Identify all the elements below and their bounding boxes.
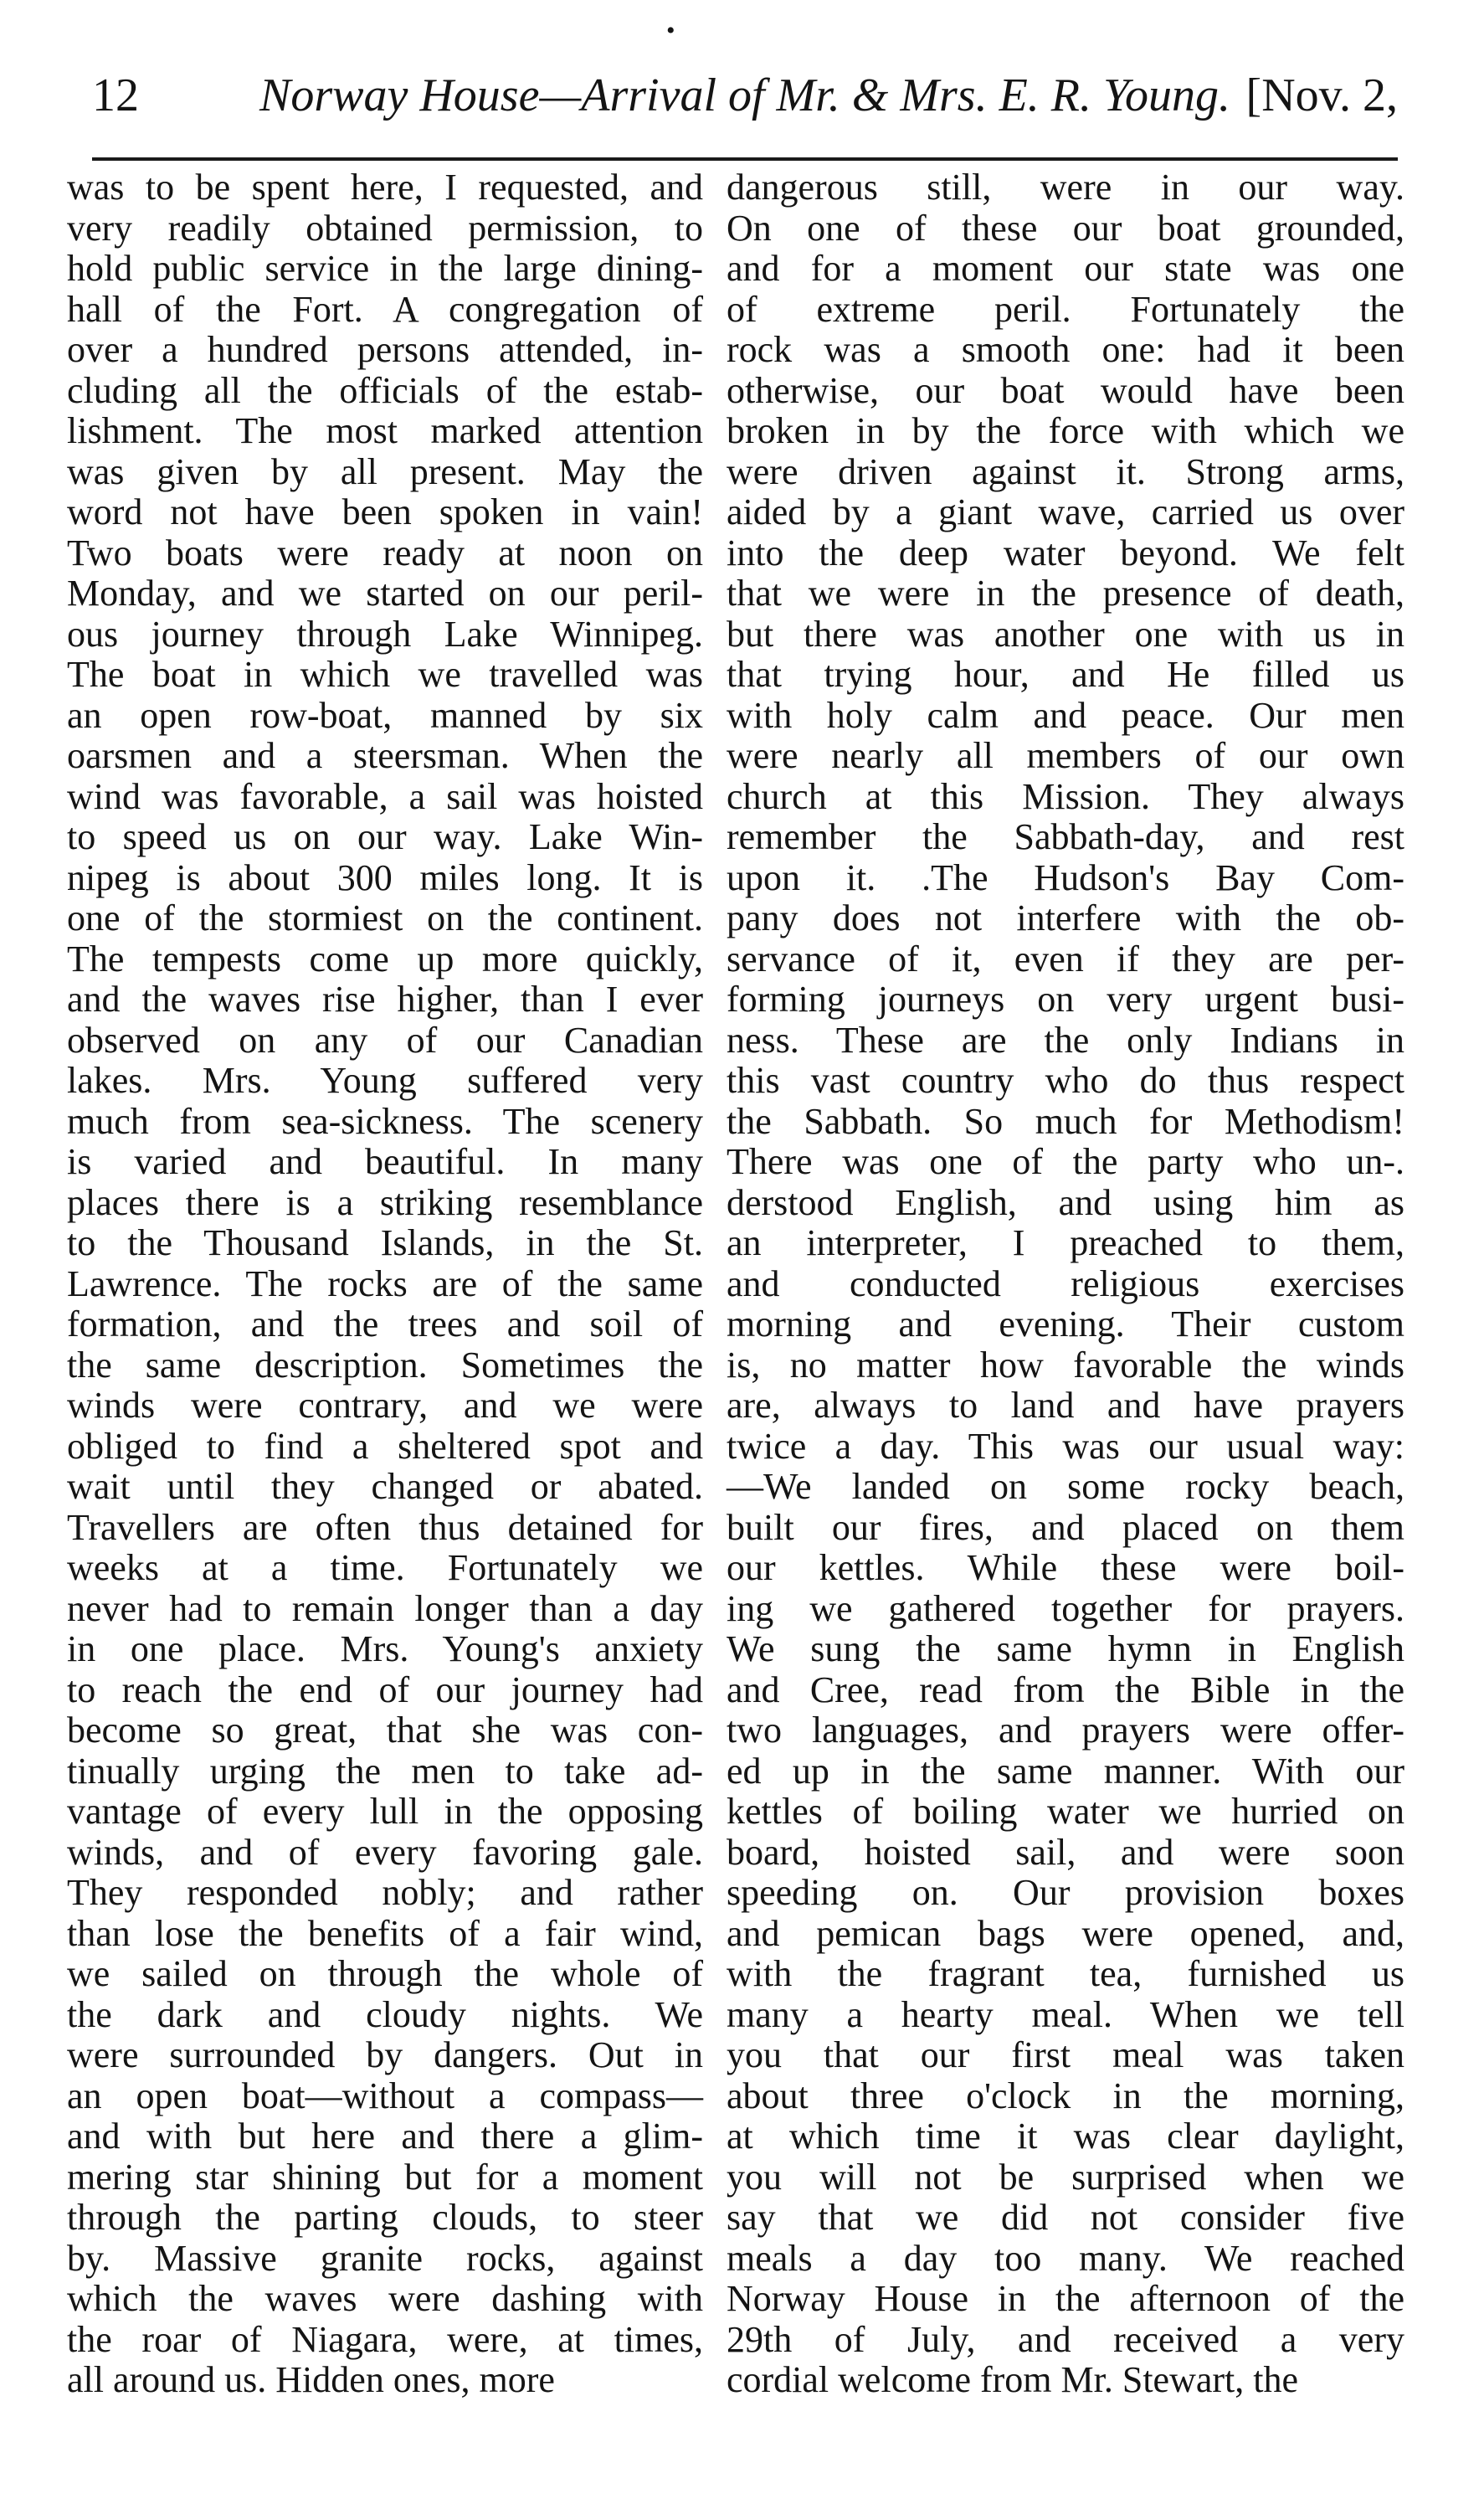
left-column-line: which the waves were dashing with bbox=[67, 2278, 703, 2319]
right-column-line: meals a day too many. We reached bbox=[727, 2237, 1404, 2279]
right-column-line: two languages, and prayers were offer- bbox=[727, 1710, 1404, 1751]
right-column-line: board, hoisted sail, and were soon bbox=[727, 1831, 1404, 1873]
left-column-line: oarsmen and a steersman. When the bbox=[67, 735, 703, 776]
right-column-line: speeding on. Our provision boxes bbox=[727, 1872, 1404, 1913]
right-column-line: and pemican bags were opened, and, bbox=[727, 1912, 1404, 1954]
header-rule bbox=[92, 157, 1398, 161]
left-column-line: over a hundred persons attended, in- bbox=[67, 329, 703, 370]
left-column-line: hall of the Fort. A congregation of bbox=[67, 288, 703, 330]
right-column-line: about three o'clock in the morning, bbox=[727, 2075, 1404, 2116]
left-column-line: much from sea-sickness. The scenery bbox=[67, 1100, 703, 1142]
right-column-line: built our fires, and placed on them bbox=[727, 1506, 1404, 1548]
left-column-line: cluding all the officials of the estab- bbox=[67, 369, 703, 411]
right-column-line: is, no matter how favorable the winds bbox=[727, 1344, 1404, 1386]
left-column-line: vantage of every lull in the opposing bbox=[67, 1791, 703, 1832]
right-column-line: 29th of July, and received a very bbox=[727, 2318, 1404, 2360]
left-column-line: to the Thousand Islands, in the St. bbox=[67, 1222, 703, 1263]
right-column-line: church at this Mission. They always bbox=[727, 775, 1404, 817]
left-column-line: is varied and beautiful. In many bbox=[67, 1141, 703, 1182]
right-column bbox=[727, 167, 1404, 2401]
right-column-line: servance of it, even if they are per- bbox=[727, 938, 1404, 979]
right-column-line: morning and evening. Their custom bbox=[727, 1303, 1404, 1345]
right-column-line: upon it. .The Hudson's Bay Com- bbox=[727, 856, 1404, 898]
left-column-line: to reach the end of our journey had bbox=[67, 1668, 703, 1710]
left-column-line: formation, and the trees and soil of bbox=[67, 1303, 703, 1345]
right-column-line: —We landed on some rocky beach, bbox=[727, 1466, 1404, 1507]
left-column-line: were surrounded by dangers. Out in bbox=[67, 2034, 703, 2075]
left-column-line: become so great, that she was con- bbox=[67, 1710, 703, 1751]
right-column-line: into the deep water beyond. We felt bbox=[727, 532, 1404, 573]
left-column-line: obliged to find a sheltered spot and bbox=[67, 1425, 703, 1467]
left-column-line: an open row-boat, manned by six bbox=[67, 694, 703, 736]
right-column-line: cordial welcome from Mr. Stewart, the bbox=[727, 2359, 1299, 2400]
right-column-line: at which time it was clear daylight, bbox=[727, 2116, 1404, 2157]
right-column-line: kettles of boiling water we hurried on bbox=[727, 1791, 1404, 1832]
right-column-line: our kettles. While these were boil- bbox=[727, 1547, 1404, 1588]
right-column-line: derstood English, and using him as bbox=[727, 1181, 1404, 1223]
left-column-line: winds, and of every favoring gale. bbox=[67, 1831, 703, 1873]
right-column-line: otherwise, our boat would have been bbox=[727, 369, 1404, 411]
right-column-line: Norway House in the afternoon of the bbox=[727, 2278, 1404, 2319]
right-column-line: but there was another one with us in bbox=[727, 613, 1404, 655]
left-column-line: Two boats were ready at noon on bbox=[67, 532, 703, 573]
right-column-line: with holy calm and peace. Our men bbox=[727, 694, 1404, 736]
left-column bbox=[67, 167, 703, 2401]
page-number: 12 bbox=[92, 69, 139, 121]
left-column-line: mering star shining but for a moment bbox=[67, 2156, 703, 2198]
left-column-line: we sailed on through the whole of bbox=[67, 1953, 703, 1994]
right-column-line: and conducted religious exercises bbox=[727, 1262, 1404, 1304]
right-column-line: There was one of the party who un-. bbox=[727, 1141, 1404, 1182]
left-column-line: an open boat—without a compass— bbox=[67, 2075, 703, 2116]
right-column-line: that we were in the presence of death, bbox=[727, 573, 1404, 614]
right-column-line: an interpreter, I preached to them, bbox=[727, 1222, 1404, 1263]
top-mark: • bbox=[666, 17, 675, 44]
running-head: Norway House—Arrival of Mr. & Mrs. E. R. Young. bbox=[259, 69, 1231, 121]
left-column-line: lishment. The most marked attention bbox=[67, 410, 703, 451]
right-column-line: pany does not interfere with the ob- bbox=[727, 897, 1404, 938]
right-column-line: On one of these our boat grounded, bbox=[727, 207, 1404, 249]
left-column-line: lakes. Mrs. Young suffered very bbox=[67, 1060, 703, 1101]
right-column-line: of extreme peril. Fortunately the bbox=[727, 288, 1404, 330]
left-column-line: in one place. Mrs. Young's anxiety bbox=[67, 1628, 703, 1669]
left-column-line: the same description. Sometimes the bbox=[67, 1344, 703, 1386]
right-column-line: the Sabbath. So much for Methodism! bbox=[727, 1100, 1404, 1142]
left-column-line: They responded nobly; and rather bbox=[67, 1872, 703, 1913]
left-column-line: weeks at a time. Fortunately we bbox=[67, 1547, 703, 1588]
left-column-line: nipeg is about 300 miles long. It is bbox=[67, 856, 703, 898]
right-column-line: twice a day. This was our usual way: bbox=[727, 1425, 1404, 1467]
left-column-line: hold public service in the large dining- bbox=[67, 248, 703, 289]
right-column-line: this vast country who do thus respect bbox=[727, 1060, 1404, 1101]
left-column-line: was to be spent here, I requested, and bbox=[67, 167, 703, 208]
left-column-line: Lawrence. The rocks are of the same bbox=[67, 1262, 703, 1304]
right-column-line: many a hearty meal. When we tell bbox=[727, 1993, 1404, 2035]
right-column-line: and Cree, read from the Bible in the bbox=[727, 1668, 1404, 1710]
right-column-line: were driven against it. Strong arms, bbox=[727, 450, 1404, 492]
right-column-line: are, always to land and have prayers bbox=[727, 1385, 1404, 1426]
left-column-line: Monday, and we started on our peril- bbox=[67, 573, 703, 614]
right-column-line: and for a moment our state was one bbox=[727, 248, 1404, 289]
right-column-line: with the fragrant tea, furnished us bbox=[727, 1953, 1404, 1994]
right-column-line: aided by a giant wave, carried us over bbox=[727, 491, 1404, 532]
left-column-line: very readily obtained permission, to bbox=[67, 207, 703, 249]
left-column-line: the dark and cloudy nights. We bbox=[67, 1993, 703, 2035]
page-header bbox=[92, 62, 1398, 154]
left-column-line: wait until they changed or abated. bbox=[67, 1466, 703, 1507]
right-column-line: ed up in the same manner. With our bbox=[727, 1750, 1404, 1792]
left-column-line: wind was favorable, a sail was hoisted bbox=[67, 775, 703, 817]
left-column-line: was given by all present. May the bbox=[67, 450, 703, 492]
left-column-line: tinually urging the men to take ad- bbox=[67, 1750, 703, 1792]
right-column-line: that trying hour, and He filled us bbox=[727, 654, 1404, 695]
right-column-line: We sung the same hymn in English bbox=[727, 1628, 1404, 1669]
left-column-line: observed on any of our Canadian bbox=[67, 1019, 703, 1061]
right-column-line: broken in by the force with which we bbox=[727, 410, 1404, 451]
right-column-line: say that we did not consider five bbox=[727, 2197, 1404, 2238]
left-column-line: and the waves rise higher, than I ever bbox=[67, 979, 703, 1020]
left-column-line: word not have been spoken in vain! bbox=[67, 491, 703, 532]
left-column-line: never had to remain longer than a day bbox=[67, 1587, 703, 1629]
right-column-line: you that our first meal was taken bbox=[727, 2034, 1404, 2075]
left-column-line: the roar of Niagara, were, at times, bbox=[67, 2318, 703, 2360]
right-column-line: ing we gathered together for prayers. bbox=[727, 1587, 1404, 1629]
left-column-line: ous journey through Lake Winnipeg. bbox=[67, 613, 703, 655]
left-column-line: one of the stormiest on the continent. bbox=[67, 897, 703, 938]
left-column-line: all around us. Hidden ones, more bbox=[67, 2359, 555, 2400]
left-column-line: through the parting clouds, to steer bbox=[67, 2197, 703, 2238]
left-column-line: and with but here and there a glim- bbox=[67, 2116, 703, 2157]
left-column-line: to speed us on our way. Lake Win- bbox=[67, 816, 703, 857]
right-column-line: were nearly all members of our own bbox=[727, 735, 1404, 776]
right-column-line: you will not be surprised when we bbox=[727, 2156, 1404, 2198]
right-column-line: rock was a smooth one: had it been bbox=[727, 329, 1404, 370]
left-column-line: than lose the benefits of a fair wind, bbox=[67, 1912, 703, 1954]
right-column-line: dangerous still, were in our way. bbox=[727, 167, 1404, 208]
left-column-line: winds were contrary, and we were bbox=[67, 1385, 703, 1426]
left-column-line: The boat in which we travelled was bbox=[67, 654, 703, 695]
right-column-line: forming journeys on very urgent busi- bbox=[727, 979, 1404, 1020]
right-column-line: remember the Sabbath-day, and rest bbox=[727, 816, 1404, 857]
left-column-line: places there is a striking resemblance bbox=[67, 1181, 703, 1223]
right-column-line: ness. These are the only Indians in bbox=[727, 1019, 1404, 1061]
header-date: [Nov. 2, bbox=[1245, 69, 1398, 121]
left-column-line: by. Massive granite rocks, against bbox=[67, 2237, 703, 2279]
left-column-line: The tempests come up more quickly, bbox=[67, 938, 703, 979]
left-column-line: Travellers are often thus detained for bbox=[67, 1506, 703, 1548]
